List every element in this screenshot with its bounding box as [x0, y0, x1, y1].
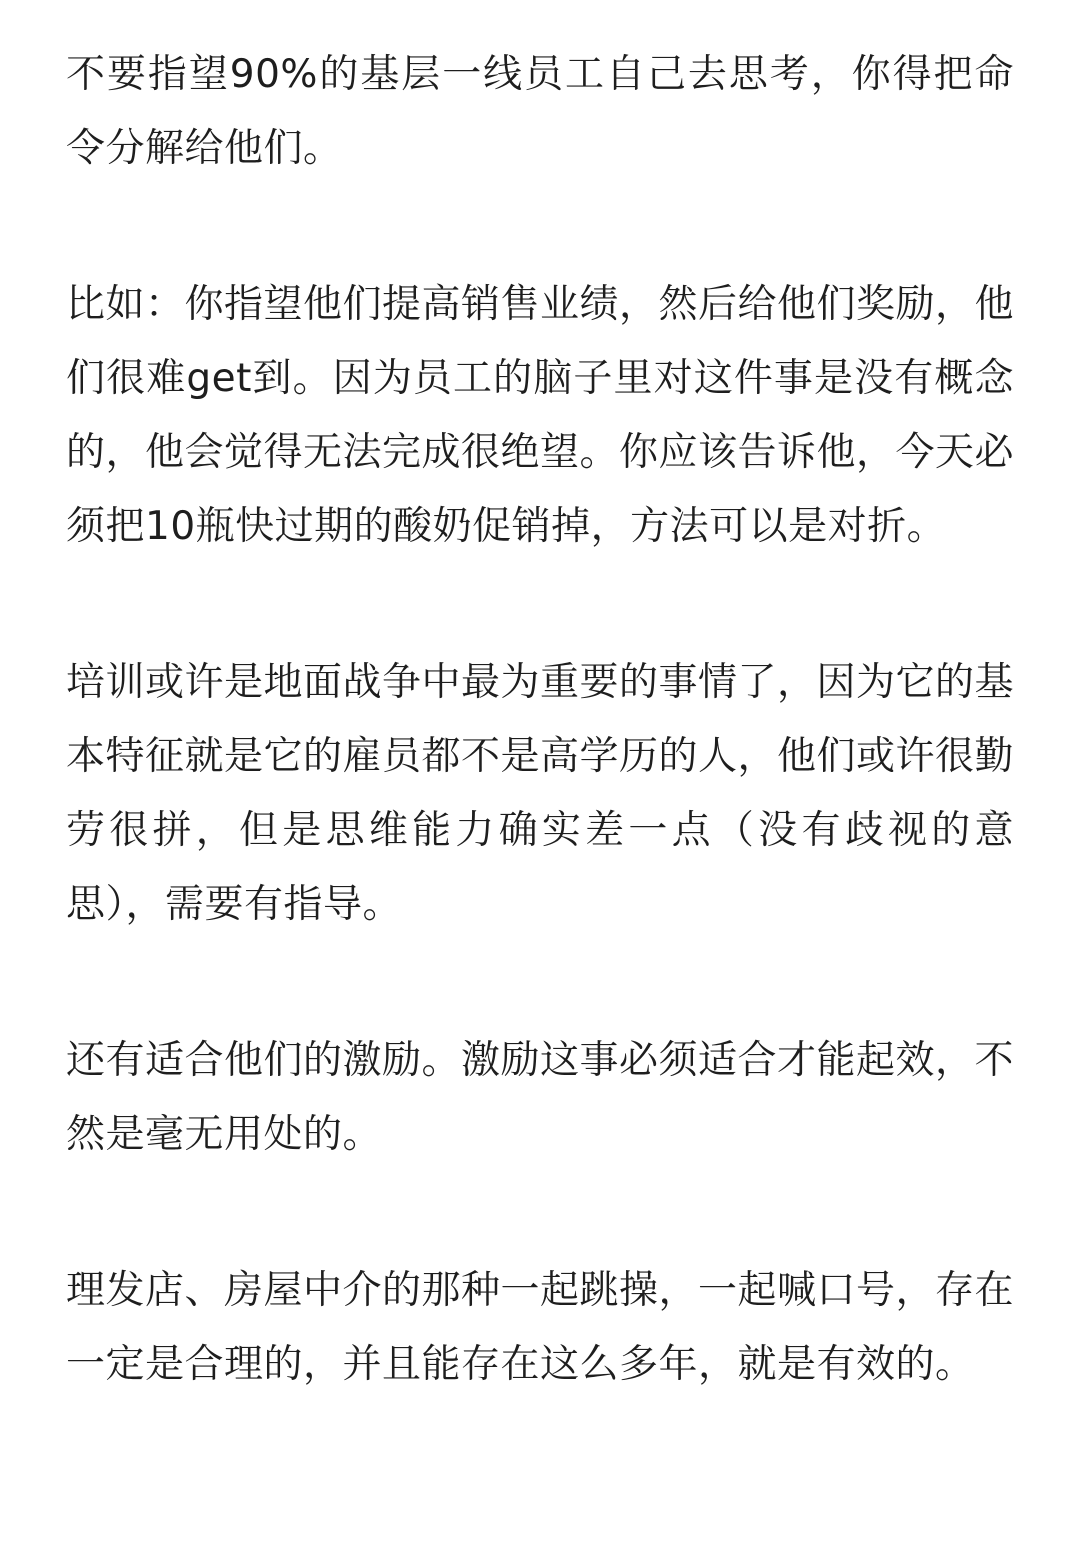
- paragraph-training: 培训或许是地面战争中最为重要的事情了，因为它的基本特征就是它的雇员都不是高学历的人，他们或许很勤劳很拼，但是思维能力确实差一点（没有歧视的意思），需要有指导。: [66, 660, 1015, 927]
- paragraph-example: 比如：你指望他们提高销售业绩，然后给他们奖励，他们很难get到。因为员工的脑子里对这件事是没有概念的，他会觉得无法完成很绝望。你应该告诉他，今天必须把10瓶快过期的酸奶促销掉，方法可以是对折。: [66, 282, 1015, 549]
- article-body: [66, 38, 1014, 1402]
- paragraph-rituals: 理发店、房屋中介的那种一起跳操，一起喊口号，存在一定是合理的，并且能存在这么多年，就是有效的。: [66, 1268, 1015, 1387]
- paragraph-delegation: 不要指望90%的基层一线员工自己去思考，你得把命令分解给他们。: [66, 52, 1014, 171]
- paragraph-incentives: 还有适合他们的激励。激励这事必须适合才能起效，不然是毫无用处的。: [66, 1038, 1015, 1157]
